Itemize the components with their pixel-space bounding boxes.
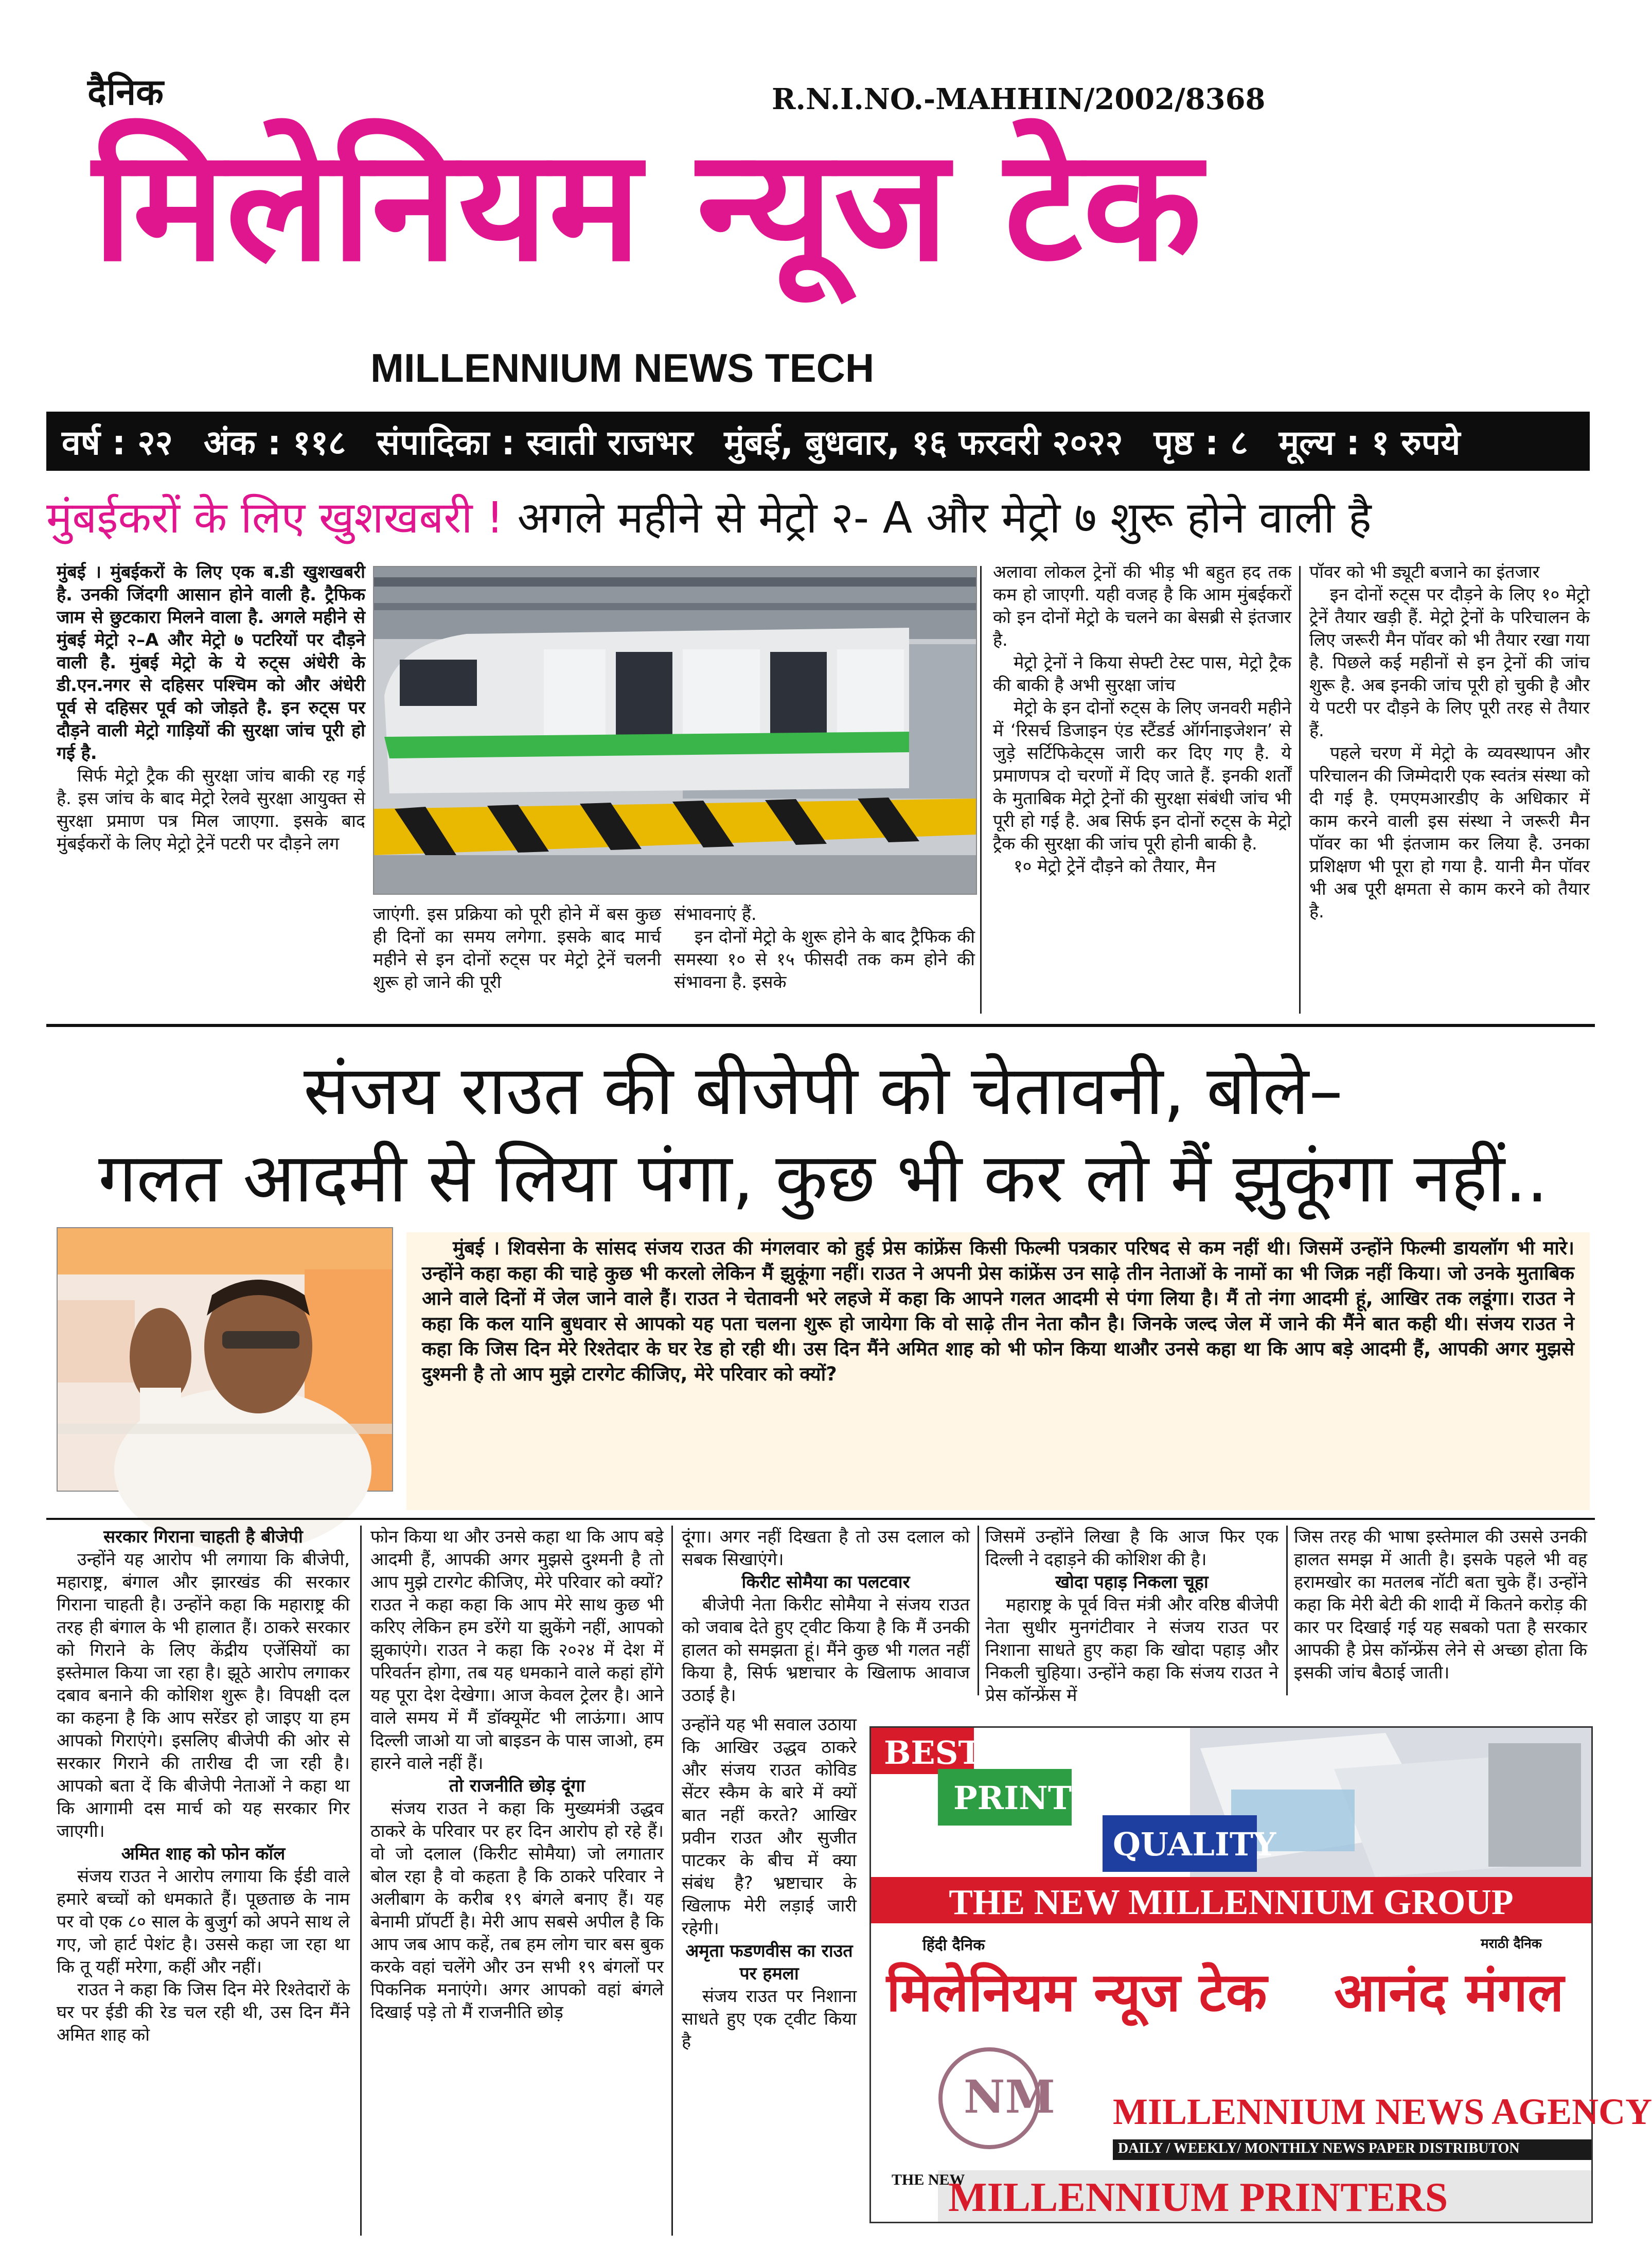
headline-highlight: मुंबईकरों के लिए खुशखबरी ! (46, 492, 504, 543)
story1-col3-text: संभावनाएं हैं. (674, 904, 757, 925)
story2-col5 (1294, 1526, 1587, 1684)
subhead: तो राजनीति छोड़ दूंगा (449, 1776, 585, 1796)
ad-logo: NM (964, 2070, 1055, 2123)
story1-col4-d: १० मेट्रो ट्रेनें दौड़ने को तैयार, मैन (1014, 856, 1216, 877)
pages: पृष्ठ : ८ (1153, 422, 1248, 463)
column-divider (980, 566, 982, 1014)
subhead: सरकार गिराना चाहती है बीजेपी (103, 1527, 303, 1547)
advertisement (869, 1726, 1652, 2223)
subhead: अमृता फडणवीस का राउत पर हमला (685, 1941, 853, 1984)
subhead: अमित शाह को फोन कॉल (121, 1844, 286, 1864)
story1-col2-text: जाएंगी. इस प्रक्रिया को पूरी होने में बस कुछ ही दिनों का समय लगेगा. इसके बाद मार्च महीने से इन दोनों रुट्स पर मेट्रो ट्रेनें चलनी शुरू हो जाने की पूरी (373, 904, 661, 993)
subhead: किरीट सोमैया का पलटवार (741, 1572, 910, 1592)
story2-headline-line1: संजय राउत की बीजेपी को चेतावनी, बोले– (303, 1051, 1343, 1130)
ad-best: BEST (884, 1734, 982, 1772)
story2-col2 (370, 1526, 664, 2024)
story1-col1-body: सिर्फ मेट्रो ट्रैक की सुरक्षा जांच बाकी रह गई है. इस जांच के बाद मेट्रो रेलवे सुरक्षा आयुक्त से सुरक्षा प्रमाण पत्र मिल जाएगा. इसके बाद मुंबईकरों के लिए मेट्रो ट्रेनें पटरी पर दौड़ने लग (57, 766, 365, 854)
editor: संपादिका : स्वाती राजभर (377, 422, 694, 463)
story2-col3-p2: बीजेपी नेता किरीट सोमैया ने संजय राउत को जवाब देते हुए ट्वीट किया है कि मैं उनकी हालत को समझता हूं। मैंने कुछ भी गलत नहीं किया है, सिर्फ भ्रष्टाचार के खिलाफ आवाज उठाई है। (682, 1595, 970, 1706)
story1-lead: मुंबई । मुंबईकरों के लिए एक ब.डी खुशखबरी है. उनकी जिंदगी आसान होने वाली है. ट्रैफिक जाम से छुटकारा मिलने वाला है. अगले महीने से मुंबई मेट्रो २–A और मेट्रो ७ पटरियों पर दौड़ने वाली है. मुंबई मेट्रो के ये रुट्स अंधेरी के डी.एन.नगर से दहिसर पश्चिम को और अंधेरी पूर्व से दहिसर पूर्व को जोड़ते है. इन रुट्स पर दौड़ने वाली मेट्रो गाड़ियों की सुरक्षा जांच पूरी हो गई है. (57, 562, 365, 764)
year: वर्ष : २२ (62, 422, 173, 463)
story1-col4-b: मेट्रो ट्रेनों ने किया सेफ्टी टेस्ट पास, मेट्रो ट्रैक की बाकी है अभी सुरक्षा जांच (993, 652, 1291, 696)
issue: अंक : ११८ (203, 422, 346, 463)
story2-lead: मुंबई । शिवसेना के सांसद संजय राउत की मंगलवार को हुई प्रेस कांफ्रेंस किसी फिल्मी पत्रकार परिषद से कम नहीं थी। जिसमें उन्होंने फिल्मी डायलॉग भी मारे। उन्होंने कहा कहा की चाहे कुछ भी करलो लेकिन मैं झुकूंगा नहीं। राउत ने अपनी प्रेस कांफ्रेंस उन साढ़े तीन नेताओं के नामों का भी जिक्र नहीं किया। जो उनके मुताबिक आने वाले दिनों में जेल जाने वाले हैं। राउत ने चेतावनी भरे लहजे में कहा कि आपने गलत आदमी से पंगा लिया है। मैं तो नंगा आदमी हूं, आखिर तक लडूंगा। राउत ने कहा कि कल यानि बुधवार से आपको यह पता चलना शुरू हो जायेगा कि वो साढ़े तीन नेता कौन है। जिनके जल्द जेल में जाने की मैंने बात कही थी। संजय राउत ने कहा कि जिस दिन मेरे रिश्तेदार के घर रेड हो रही थी। उस दिन मैंने अमित शाह को भी फोन किया थाऔर उनसे कहा था कि आप बड़े आदमी हैं, आपकी अगर मुझसे दुश्मनी है तो आप मुझे टारगेट कीजिए, मेरे परिवार को क्यों? (422, 1237, 1574, 1385)
story2-col4 (985, 1526, 1278, 1707)
newspaper-title: मिलेनियम न्यूज टेक (93, 116, 1203, 295)
price: मूल्य : १ रुपये (1278, 422, 1461, 463)
rni-number: R.N.I.NO.-MAHHIN/2002/8368 (772, 82, 1266, 116)
story2-col1 (57, 1526, 350, 2046)
column-divider (1299, 566, 1301, 1014)
section-divider (46, 1518, 1595, 1520)
column-divider (360, 1526, 362, 2236)
subhead: खोदा पहाड़ निकला चूहा (1055, 1572, 1209, 1592)
column-divider (1286, 1526, 1288, 1695)
story2-col1-p2: संजय राउत ने आरोप लगाया कि ईडी वाले हमारे बच्चों को धमकाते हैं। पूछताछ के नाम पर वो एक ८० साल के बुजुर्ग को अपने साथ ले गए, जो हार्ट पेशंट है। उससे कहा जा रहा था कि तू यहीं मरेगा, कहीं और नहीं। (57, 1866, 350, 1977)
column-divider (671, 1526, 673, 2236)
newspaper-subtitle: MILLENNIUM NEWS TECH (370, 345, 875, 391)
story2-col1-p3: राउत ने कहा कि जिस दिन मेरे रिश्तेदारों के घर पर ईडी की रेड चल रही थी, उस दिन मैंने अमित शाह को (57, 1979, 350, 2045)
info-bar (46, 412, 1590, 471)
ad-marathi-daily: मराठी दैनिक (1481, 1936, 1542, 1952)
story1-col4-a: अलावा लोकल ट्रेनों की भीड़ भी बहुत हद तक कम हो जाएगी. यही वजह है कि आम मुंबईकरों को इन दोनों मेट्रो के चलने का बेसब्री से इंतजार है. (993, 562, 1291, 650)
ad-quality: QUALITY (1113, 1826, 1276, 1863)
story1-col4-c: मेट्रो के इन दोनों रुट्स के लिए जनवरी महीने में ‘रिसर्च डिजाइन एंड स्टैंडर्ड ऑर्गनाइजेशन’ से जुड़े सर्टिफिकेट्स जारी कर दिए गए है. ये प्रमाणपत्र दो चरणों में दिए जाते हैं. इनकी शर्तों के मुताबिक मेट्रो ट्रेनों की सुरक्षा संबंधी जांच भी पूरी हो गई है. अब सिर्फ इन दोनों रुट्स के मेट्रो ट्रैक की सुरक्षा की जांच पूरी होनी बाकी है. (993, 698, 1291, 854)
ad-group: THE NEW MILLENNIUM GROUP (949, 1883, 1514, 1922)
story1-col3-text-b: इन दोनों मेट्रो के शुरू होने के बाद ट्रैफिक की समस्या १० से १५ फीसदी तक कम होने की संभावना है. इसके (674, 927, 975, 993)
story1-col5 (1309, 561, 1590, 923)
daily-label: दैनिक (87, 71, 164, 113)
ad-agency: MILLENNIUM NEWS AGENCY (1113, 2091, 1652, 2132)
ad-printers: MILLENNIUM PRINTERS (948, 2175, 1448, 2220)
story2-col3-p1: दूंगा। अगर नहीं दिखता है तो उस दलाल को सबक सिखाएंगे। (682, 1527, 970, 1570)
story2-col4-p1: जिसमें उन्होंने लिखा है कि आज फिर एक दिल्ली ने दहाड़ने की कोशिश की है। (985, 1527, 1278, 1570)
headline-rest: अगले महीने से मेट्रो २- A और मेट्रो ७ शुरू होने वाली है (517, 492, 1372, 543)
ad-hindi-daily: हिंदी दैनिक (922, 1936, 985, 1954)
story1-col5-a: पॉवर को भी ड्यूटी बजाने का इंतजार (1309, 562, 1540, 582)
story1-col5-c: पहले चरण में मेट्रो के व्यवस्थापन और परिचालन की जिम्मेदारी एक स्वतंत्र संस्था को दी गई है. एमएमआरडीए के अधिकार में काम करने वाली इस संस्था ने जरूरी मैन पॉवर का भी इंतजाम कर लिया है. उनका प्रशिक्षण भी पूरा हो गया है. यानी मैन पॉवर भी अब पूरी क्षमता से काम करने को तैयार है. (1309, 743, 1590, 922)
place-date: मुंबई, बुधवार, १६ फरवरी २०२२ (724, 422, 1123, 463)
story1-col3 (674, 903, 975, 994)
column-divider (978, 1526, 979, 1695)
story2-col4-p2: महाराष्ट्र के पूर्व वित्त मंत्री और वरिष्ठ बीजेपी नेता सुधीर मुनगंटीवार ने संजय राउत पर निशाना साधते हुए कहा कि खोदा पहाड़ और निकली चुहिया। उन्होंने कहा कि संजय राउत ने प्रेस कॉन्फ्रेंस में (985, 1595, 1278, 1706)
section-divider (46, 1024, 1595, 1027)
ad-the-new: THE NEW (892, 2171, 965, 2188)
story2-col2-p2: संजय राउत ने कहा कि मुख्यमंत्री उद्धव ठाकरे के परिवार पर हर दिन आरोप हो रहे हैं। वो जो दलाल (किरीट सोमैया) जो लगातार बोल रहा है वो कहता है कि ठाकरे परिवार ने अलीबाग के करीब १९ बंगले बनाए हैं। यह बेनामी प्रॉपर्टी है। मेरी आप सबसे अपील है कि आप जब आप कहें, तब हम लोग चार बस बुक करके वहां चलेंगे और उन सभी १९ बंगलों पर पिकनिक मनाएंगे। अगर आपको वहां बंगले दिखाई पड़े तो मैं राजनीति छोड़ (370, 1798, 664, 2023)
story2-narrow-p2: संजय राउत पर निशाना साधते हुए एक ट्वीट किया है (682, 1986, 857, 2052)
story2-lead-box (406, 1232, 1590, 1510)
story1-col2 (373, 903, 661, 994)
story2-col1-p1: उन्होंने यह आरोप भी लगाया कि बीजेपी, महाराष्ट्र, बंगाल और झारखंड की सरकार गिराना चाहती है। उन्होंने कहा कि महाराष्ट्र की तरह ही बंगाल के भी हालात हैं। ठाकरे सरकार को गिराने के लिए केंद्रीय एजेंसियों का इस्तेमाल किया जा रहा है। झूठे आरोप लगाकर दबाव बनाने की कोशिश शुरू है। विपक्षी दल का कहना है कि आप सरेंडर हो जाइए या हम आपको गिराएंगे। इसलिए बीजेपी की ओर से सरकार गिराने की तारीख दी जा रही है। आपको बता दें कि बीजेपी नेताओं ने कहा था कि आगामी दस मार्च को यह सरकार गिर जाएगी। (57, 1549, 350, 1841)
story2-col5-p1: जिस तरह की भाषा इस्तेमाल की उससे उनकी हालत समझ में आती है। इसके पहले भी वह हरामखोर का मतलब नॉटी बता चुके हैं। उन्होंने कहा कि मेरी बेटी की शादी में कितने करोड़ की कार पर दिखाई गई यह सबको पता है सरकार आपकी है प्रेस कॉन्फ्रेंस लेने से अच्छा होता कि इसकी जांच बैठाई जाती। (1294, 1527, 1587, 1683)
story2-narrow-col (682, 1713, 857, 2053)
story2-headline-line2: गलत आदमी से लिया पंगा, कुछ भी कर लो मैं झुकूंगा नहीं.. (98, 1139, 1548, 1218)
story1-col4 (993, 561, 1291, 878)
ad-paper1: मिलेनियम न्यूज टेक (886, 1961, 1267, 2024)
ad-print: PRINT (953, 1779, 1072, 1817)
metro-train-photo (373, 566, 977, 895)
sanjay-raut-photo (57, 1227, 393, 1492)
story2-narrow-p1: उन्होंने यह भी सवाल उठाया कि आखिर उद्धव ठाकरे और संजय राउत कोविड सेंटर स्कैम के बारे में क्यों बात नहीं करते? आखिर प्रवीन राउत और सुजीत पाटकर के बीच में क्या संबंध है? भ्रष्टाचार के खिलाफ मेरी लड़ाई जारी रहेगी। (682, 1714, 857, 1939)
story2-col3 (682, 1526, 970, 1707)
ad-paper2: आनंद मंगल (1334, 1961, 1564, 2024)
ad-agency-sub: DAILY / WEEKLY/ MONTHLY NEWS PAPER DISTRIBUTON (1118, 2140, 1520, 2156)
story1-headline (46, 486, 1600, 545)
story1-col1 (57, 561, 365, 855)
story1-col5-b: इन दोनों रुट्स पर दौड़ने के लिए १० मेट्रो ट्रेनें तैयार खड़ी हैं. मेट्रो ट्रेनों के परिचालन के लिए जरूरी मैन पॉवर को भी तैयार रखा गया है. पिछले कई महीनों से इन ट्रेनों की जांच शुरू है. अब इनकी जांच पूरी हो चुकी है और ये पटरी पर दौड़ने के लिए पूरी तरह से तैयार हैं. (1309, 585, 1590, 741)
story2-col2-p1: फोन किया था और उनसे कहा था कि आप बड़े आदमी हैं, आपकी अगर मुझसे दुश्मनी है तो आप मुझे टारगेट कीजिए, मेरे परिवार को क्यों? राउत ने कहा कहा कि आप मेरे साथ कुछ भी करिए लेकिन हम डरेंगे या झुकेंगे नहीं, आपको झुकाएंगे। राउत ने कहा कि २०२४ में देश में परिवर्तन होगा, तब यह धमकाने वाले कहां होंगे यह पूरा देश देखेगा। आज केवल ट्रेलर है। आने वाले समय में मैं डॉक्यूमेंट भी लाऊंगा। आप दिल्ली जाओ या जो बाइडन के पास जाओ, हम हारने वाले नहीं हैं। (370, 1527, 664, 1774)
